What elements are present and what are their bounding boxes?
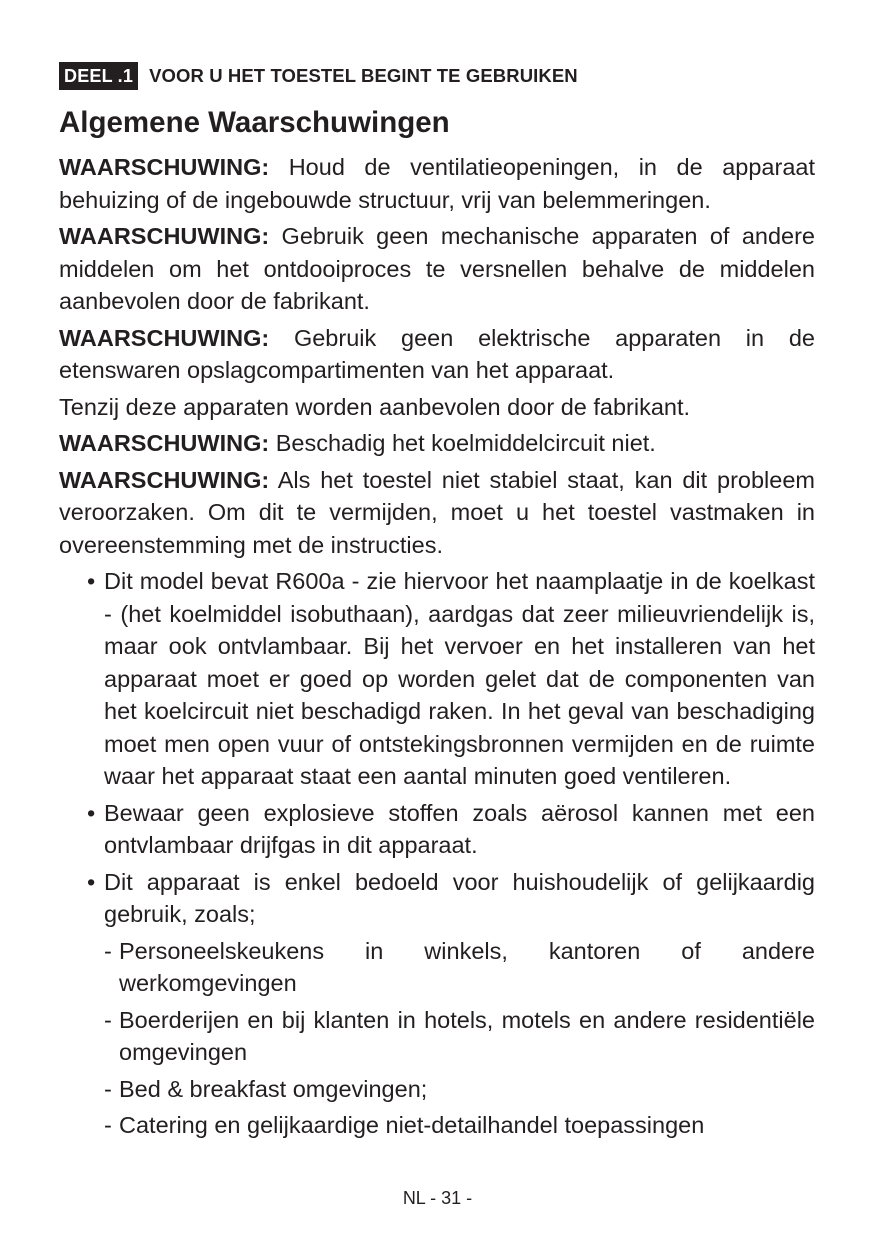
warning-text: Gebruik geen mechanische apparaten of andere middelen om het ontdooiproces te versnellen behalve de middelen aanbevolen door de fabrikant.: [59, 223, 815, 314]
section-header: [59, 62, 578, 90]
warning-label: WAARSCHUWING:: [59, 466, 270, 493]
bullet-text: Dit apparaat is enkel bedoeld voor huishoudelijk of gelijkaardig gebruik, zoals;: [104, 868, 815, 927]
warning-text: Beschadig het koelmiddelcircuit niet.: [269, 430, 656, 456]
dash-mark: -: [104, 937, 112, 964]
plain-note: Tenzij deze apparaten worden aanbevolen door de fabrikant.: [59, 393, 691, 420]
page-number: NL - 31 -: [402, 1188, 473, 1208]
dash-mark: -: [104, 1075, 112, 1102]
list-item: [59, 1073, 815, 1106]
part-label: DEEL .1: [59, 62, 138, 90]
list-item: [59, 935, 815, 1000]
warning-paragraph: [59, 220, 815, 318]
warning-text: Houd de ventilatieopeningen, in de apparaat behuizing of de ingebouwde structuur, vrij van belemmeringen.: [59, 154, 815, 213]
list-item: [59, 866, 815, 931]
section-title: VOOR U HET TOESTEL BEGINT TE GEBRUIKEN: [149, 65, 578, 86]
bullet-mark: •: [87, 799, 96, 826]
sub-item-text: Boerderijen en bij klanten in hotels, motels en andere residentiële omgevingen: [119, 1006, 815, 1065]
bullet-text: Bewaar geen explosieve stoffen zoals aërosol kannen met een ontvlambaar drijfgas in dit apparaat.: [104, 799, 815, 858]
list-item: [59, 565, 815, 793]
dash-mark: -: [104, 1006, 112, 1033]
warning-paragraph: [59, 427, 815, 460]
document-body: [59, 151, 815, 1146]
warning-label: WAARSCHUWING:: [59, 154, 270, 180]
warning-paragraph: [59, 464, 815, 562]
bullet-mark: •: [87, 568, 96, 594]
sub-item-text: Catering en gelijkaardige niet-detailhandel toepassingen: [119, 1112, 705, 1138]
list-item: [59, 797, 815, 862]
warning-label: WAARSCHUWING:: [59, 324, 270, 351]
list-item: [59, 1109, 815, 1142]
warning-label: WAARSCHUWING:: [59, 430, 270, 456]
warning-label: WAARSCHUWING:: [59, 223, 270, 249]
warning-paragraph: [59, 322, 815, 387]
sub-item-text: Bed & breakfast omgevingen;: [119, 1075, 428, 1102]
warning-text: Gebruik geen elektrische apparaten in de etenswaren opslagcompartimenten van het apparaat.: [59, 324, 815, 383]
bullet-list: [59, 565, 815, 931]
warning-paragraph: [59, 151, 815, 216]
dash-mark: -: [104, 1112, 112, 1138]
warning-text: Als het toestel niet stabiel staat, kan dit probleem veroorzaken. Om dit te vermijden, moet u het toestel vastmaken in overeenstemming met de instructies.: [59, 466, 815, 558]
sub-item-text: Personeelskeukens in winkels, kantoren of andere werkomgevingen: [119, 937, 815, 996]
bullet-mark: •: [87, 868, 96, 895]
list-item: [59, 1004, 815, 1069]
sub-list: [59, 935, 815, 1142]
page-title: Algemene Waarschuwingen: [59, 106, 450, 139]
bullet-text: Dit model bevat R600a - zie hiervoor het naamplaatje in de koelkast - (het koelmiddel isobuthaan), aardgas dat zeer milieuvriendelijk is, maar ook ontvlambaar. Bij het vervoer en het installeren van het apparaat moet er goed op worden gelet dat de componenten van het koelcircuit niet beschadigd raken. In het geval van beschadiging moet men open vuur of ontstekingsbronnen vermijden en de ruimte waar het apparaat staat een aantal minuten goed ventileren.: [104, 568, 815, 789]
